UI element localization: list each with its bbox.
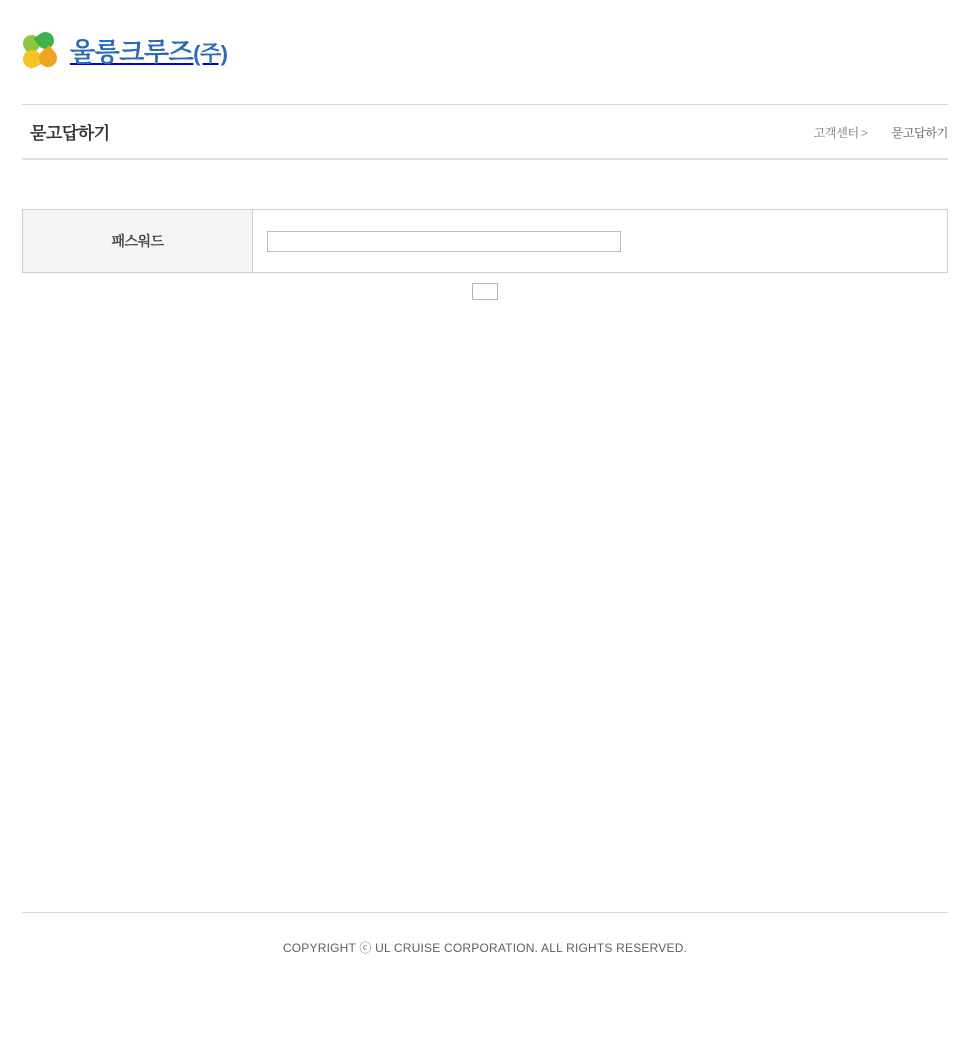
site-logo-link[interactable] [22, 28, 228, 76]
submit-button[interactable] [472, 283, 498, 300]
page-title-bar [22, 104, 948, 160]
breadcrumb-separator: > [860, 126, 868, 140]
breadcrumb-current: 묻고답하기 [891, 126, 948, 140]
password-label: 패스워드 [23, 210, 253, 272]
site-footer [22, 912, 948, 956]
password-input[interactable] [267, 231, 621, 252]
breadcrumb-parent[interactable]: 고객센터 [813, 126, 859, 140]
brand-name [70, 39, 228, 65]
copyright-text: COPYRIGHT ⓒ UL CRUISE CORPORATION. ALL RIGHTS RESERVED. [282, 941, 688, 955]
brand-name-sub: (주) [193, 41, 228, 66]
main-content [22, 209, 948, 300]
page-title: 묻고답하기 [30, 124, 110, 143]
site-header [0, 0, 970, 104]
brand-name-main: 울릉크루즈 [70, 37, 194, 67]
pinwheel-flower-logo-icon [22, 32, 62, 72]
password-input-cell [253, 210, 947, 272]
submit-row [22, 283, 948, 300]
password-form-table [22, 209, 948, 273]
breadcrumb [814, 124, 948, 141]
